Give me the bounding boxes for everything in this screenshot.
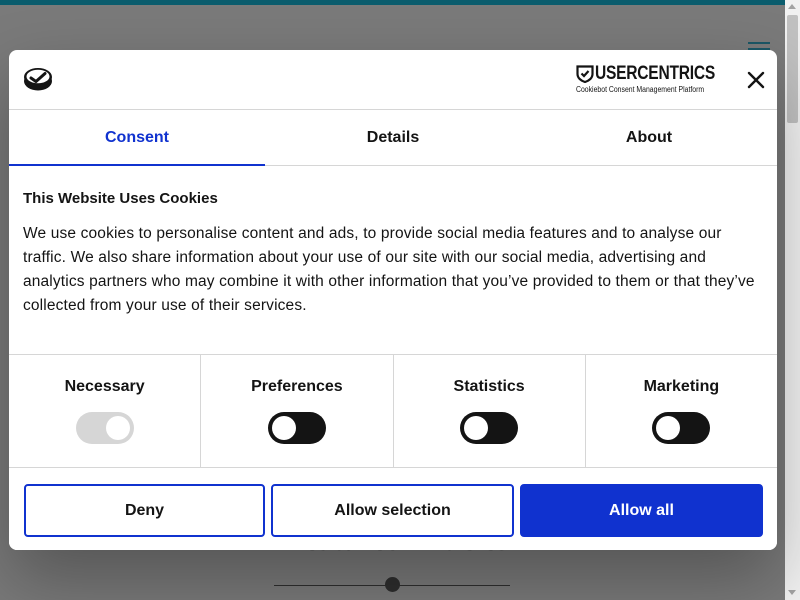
- toggle-preferences: [201, 355, 393, 467]
- site-header-strip: [0, 0, 785, 5]
- background-divider-dot: [385, 577, 400, 592]
- switch-knob: [272, 416, 296, 440]
- cookiebot-logo-icon: [23, 67, 53, 91]
- tab-about[interactable]: About: [625, 128, 673, 146]
- dialog-header: [9, 50, 777, 110]
- statistics-switch[interactable]: [460, 412, 518, 444]
- toggle-label-marketing: Marketing: [643, 378, 720, 395]
- dialog-tabs: [9, 110, 777, 166]
- page-scrollbar[interactable]: [785, 0, 800, 600]
- usercentrics-brand: [575, 63, 715, 97]
- cookie-consent-dialog: [9, 50, 777, 550]
- toggle-statistics: [394, 355, 586, 467]
- toggle-necessary: [9, 355, 201, 467]
- deny-button[interactable]: Deny: [24, 484, 265, 537]
- brand-subtitle: Cookiebot Consent Management Platform: [576, 85, 705, 94]
- switch-knob: [106, 416, 130, 440]
- tab-details[interactable]: Details: [366, 128, 420, 146]
- toggle-label-preferences: Preferences: [251, 378, 343, 395]
- dialog-body-text: We use cookies to personalise content and ads, to provide social media features and to analyse our traffic. We also share information about your use of our site with our social media, advertising and analytics partners who may combine it with other information that you’ve provided to them or that they’ve collected from your use of their services.: [23, 225, 755, 314]
- consent-content: [23, 190, 763, 318]
- scroll-up-arrow-icon[interactable]: [788, 4, 796, 9]
- switch-knob: [464, 416, 488, 440]
- necessary-switch: [76, 412, 134, 444]
- scrollbar-thumb[interactable]: [787, 15, 798, 123]
- switch-knob: [656, 416, 680, 440]
- shield-check-icon: [576, 65, 594, 83]
- tab-consent[interactable]: Consent: [9, 110, 265, 165]
- marketing-switch[interactable]: [652, 412, 710, 444]
- toggle-label-necessary: Necessary: [64, 378, 145, 395]
- toggle-label-statistics: Statistics: [453, 378, 525, 395]
- allow-selection-button[interactable]: Allow selection: [271, 484, 514, 537]
- cookie-category-toggles: [9, 354, 777, 467]
- allow-all-button[interactable]: Allow all: [520, 484, 763, 537]
- close-icon[interactable]: [746, 70, 766, 90]
- preferences-switch[interactable]: [268, 412, 326, 444]
- brand-name: USERCENTRICS: [595, 63, 715, 84]
- dialog-footer: [9, 467, 777, 550]
- toggle-marketing: [586, 355, 777, 467]
- scroll-down-arrow-icon[interactable]: [788, 590, 796, 595]
- dialog-title: This Website Uses Cookies: [23, 190, 218, 207]
